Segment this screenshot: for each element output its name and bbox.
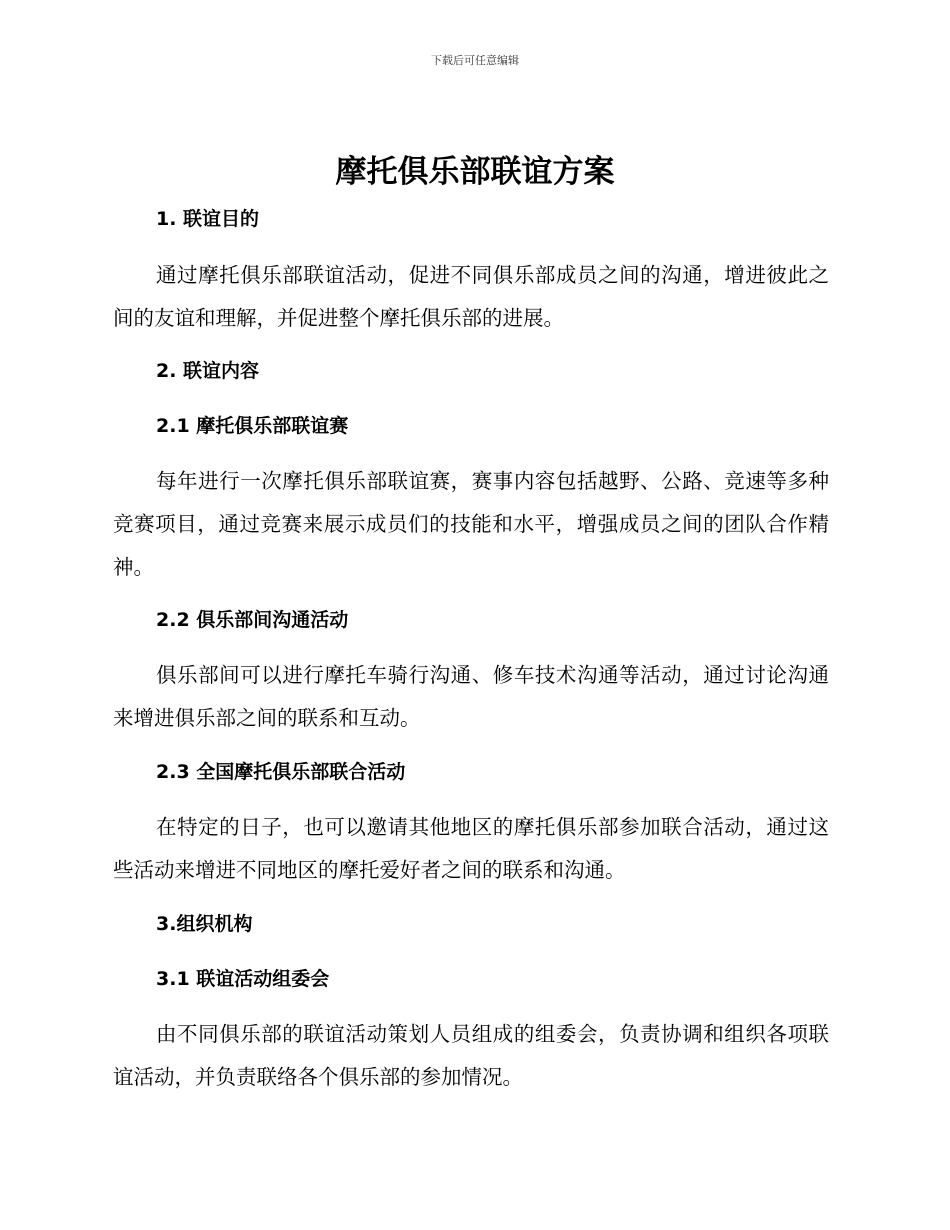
section-heading-national: 2.3 全国摩托俱乐部联合活动 bbox=[156, 761, 406, 783]
section-heading-purpose: 1. 联谊目的 bbox=[156, 208, 260, 230]
section-heading-communication: 2.2 俱乐部间沟通活动 bbox=[156, 609, 349, 631]
section-heading-organization: 3.组织机构 bbox=[156, 913, 253, 935]
section-heading-committee: 3.1 联谊活动组委会 bbox=[156, 968, 330, 990]
paragraph-national: 在特定的日子，也可以邀请其他地区的摩托俱乐部参加联合活动，通过这些活动来增进不同地区的摩托爱好者之间的联系和沟通。 bbox=[113, 815, 829, 882]
document-title: 摩托俱乐部联谊方案 bbox=[335, 154, 615, 190]
page-header: 下载后可任意编辑 bbox=[431, 54, 519, 67]
paragraph-purpose: 通过摩托俱乐部联谊活动，促进不同俱乐部成员之间的沟通，增进彼此之间的友谊和理解，并促进整个摩托俱乐部的进展。 bbox=[113, 263, 829, 330]
paragraph-race: 每年进行一次摩托俱乐部联谊赛，赛事内容包括越野、公路、竞速等多种竞赛项目，通过竞赛来展示成员们的技能和水平，增强成员之间的团队合作精神。 bbox=[113, 469, 829, 579]
paragraph-committee: 由不同俱乐部的联谊活动策划人员组成的组委会，负责协调和组织各项联谊活动，并负责联络各个俱乐部的参加情况。 bbox=[113, 1022, 829, 1089]
section-heading-race: 2.1 摩托俱乐部联谊赛 bbox=[156, 415, 349, 437]
paragraph-communication: 俱乐部间可以进行摩托车骑行沟通、修车技术沟通等活动，通过讨论沟通来增进俱乐部之间的联系和互动。 bbox=[113, 663, 829, 730]
section-heading-content: 2. 联谊内容 bbox=[156, 360, 260, 382]
